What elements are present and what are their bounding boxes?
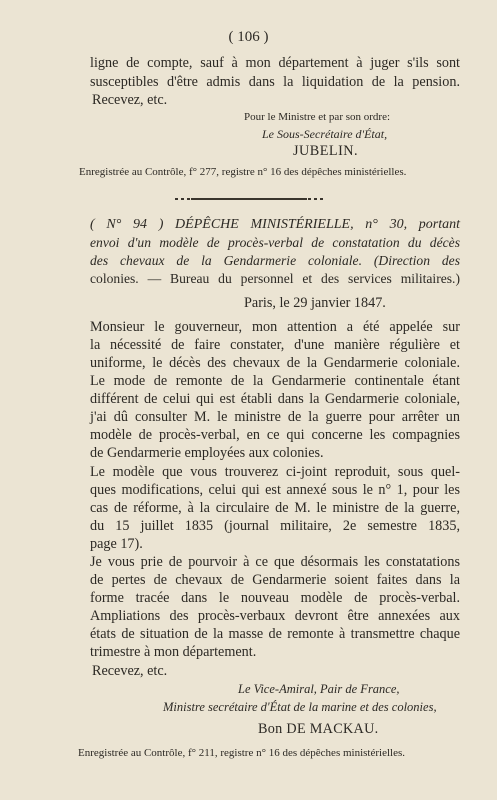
section-divider	[175, 197, 323, 200]
dispatch-heading-line: des chevaux de la Gendarmerie coloniale. (Direction des	[90, 253, 460, 268]
page-number: ( 106 )	[228, 29, 269, 45]
signatory-title: Le Vice-Amiral, Pair de France,	[238, 682, 400, 696]
text-line: différent de celui qui est établi dans la Gendarmerie coloniale,	[90, 391, 460, 407]
text-line: Monsieur le gouverneur, mon attention a été appelée sur	[90, 319, 460, 335]
registration-note: Enregistrée au Contrôle, f° 211, registre n° 16 des dépêches ministérielles.	[78, 747, 405, 759]
dispatch-heading-line: envoi d'un modèle de procès-verbal de constatation du décès	[90, 235, 460, 250]
text-line: du 15 juillet 1835 (journal militaire, 2e semestre 1835,	[90, 518, 460, 534]
text-line: forme tracée dans le nouveau modèle de procès-verbal.	[90, 590, 460, 606]
text-line: états de situation de la masse de remonte à transmettre chaque	[90, 626, 460, 642]
dispatch-heading-line: colonies. — Bureau du personnel et des services militaires.)	[90, 271, 460, 286]
text-line: ques modifications, celui qui est annexé sous le n° 1, pour les	[90, 482, 460, 498]
text-line: page 17).	[90, 536, 143, 552]
text-line: cas de réforme, à la circulaire de M. le ministre de la guerre,	[90, 500, 460, 516]
text-line: Je vous prie de pourvoir à ce que désormais les constatations	[90, 554, 460, 570]
text-line: uniforme, le décès des chevaux de la Gendarmerie coloniale.	[90, 355, 460, 371]
text-line: Ampliations des procès-verbaux devront être annexées aux	[90, 608, 460, 624]
signatory-title: Ministre secrétaire d'État de la marine et des colonies,	[163, 700, 437, 714]
text-line: Le mode de remonte de la Gendarmerie continentale étant	[90, 373, 460, 389]
signatory-title: Le Sous-Secrétaire d'État,	[262, 127, 388, 141]
text-line: de pertes de chevaux de Gendarmerie soient faites dans la	[90, 572, 460, 588]
dispatch-heading-line: ( N° 94 ) DÉPÊCHE MINISTÉRIELLE, n° 30, portant	[90, 217, 460, 232]
text-line: la nécessité de faire constater, d'une manière régulière et	[90, 337, 460, 353]
text-line: ligne de compte, sauf à mon département à juger s'ils sont	[90, 55, 460, 71]
signature: JUBELIN.	[293, 143, 359, 159]
text-line: j'ai dû consulter M. le ministre de la guerre pour arrêter un	[90, 409, 460, 425]
order-line: Pour le Ministre et par son ordre:	[244, 111, 391, 123]
text-line: modèle de procès-verbal, en ce qui concerne les compagnies	[90, 427, 460, 443]
text-line: Le modèle que vous trouverez ci-joint reproduit, sous quel-	[90, 464, 460, 480]
closing-formula: Recevez, etc.	[92, 92, 168, 108]
text-line: trimestre à mon département.	[90, 644, 257, 660]
registration-note: Enregistrée au Contrôle, f° 277, registre n° 16 des dépêches ministérielles.	[79, 166, 407, 178]
text-line: de Gendarmerie employées aux colonies.	[90, 445, 324, 461]
text-line: susceptibles d'être admis dans la liquidation de la pension.	[90, 74, 460, 90]
signature: Bon DE MACKAU.	[258, 721, 379, 737]
closing-formula: Recevez, etc.	[92, 663, 168, 679]
place-date: Paris, le 29 janvier 1847.	[244, 295, 386, 311]
